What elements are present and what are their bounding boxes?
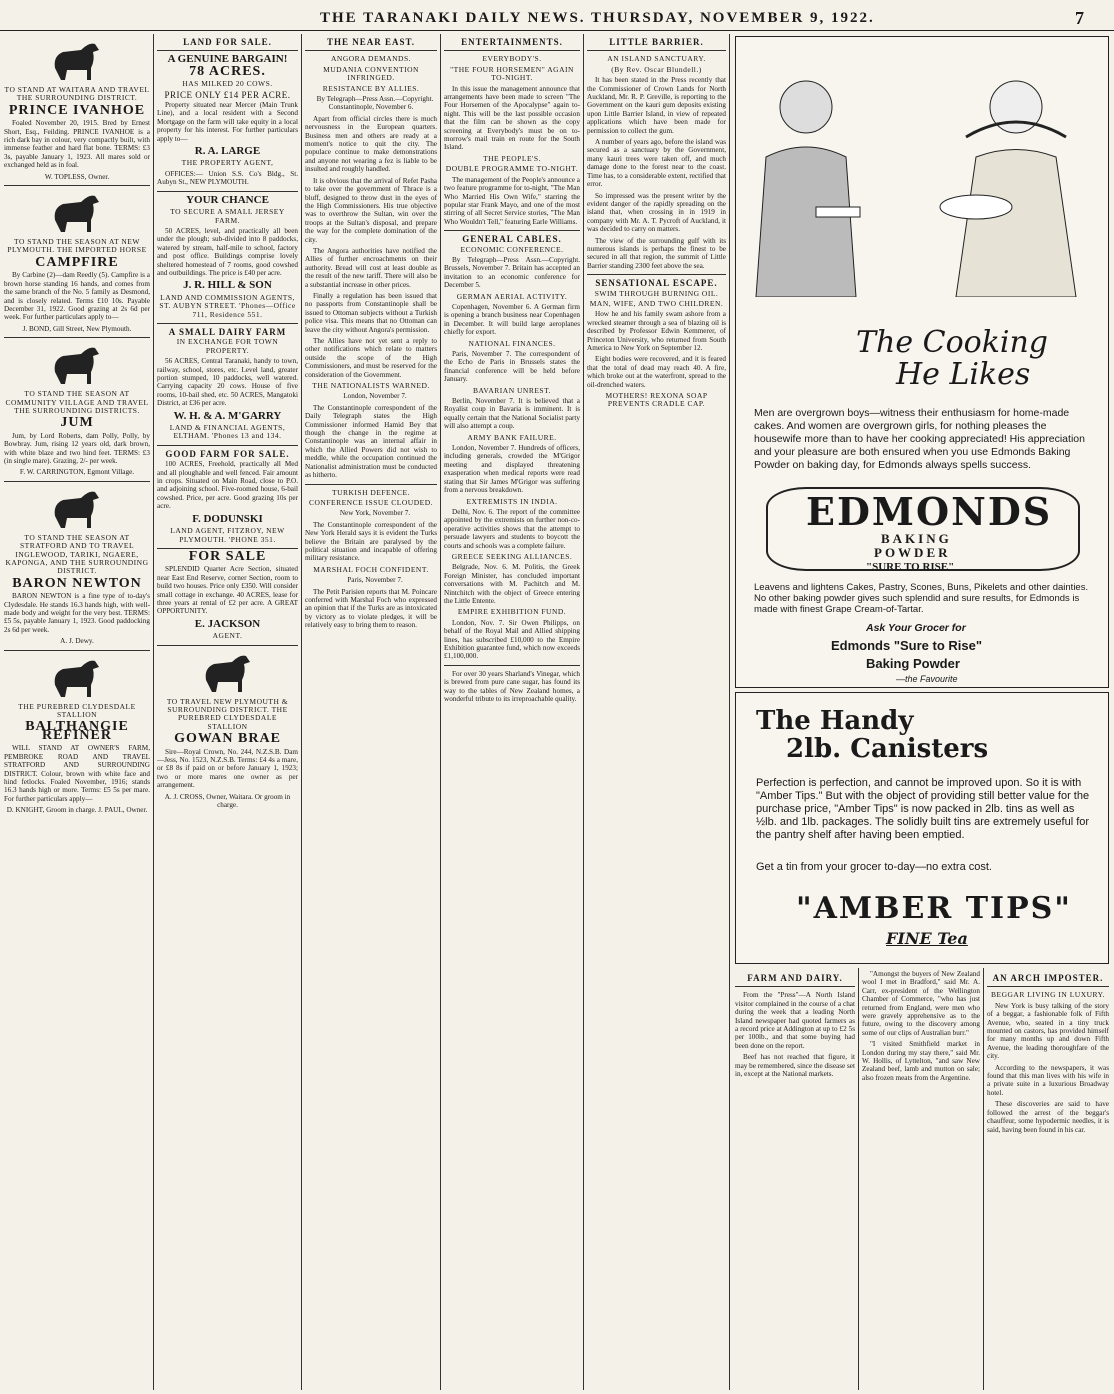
ad-subhead: TO SECURE A SMALL JERSEY FARM. (170, 207, 285, 225)
ad-ask: Ask Your Grocer for (866, 622, 966, 634)
divider (444, 230, 580, 231)
agent-subtitle: AGENT. (212, 631, 243, 641)
ad-headline: GOOD FARM FOR SALE. (165, 448, 290, 459)
article-subhead: GERMAN AERIAL ACTIVITY. (456, 291, 568, 301)
ad-heading: TO STAND THE SEASON AT STRATFORD AND TO TRAVEL INGLEWOOD, TARIKI, NGAERE, KAPONGA, AND THE SURROUNDING DISTRICT. (5, 532, 149, 576)
column-near-east (305, 34, 437, 1390)
ad-heading: TO TRAVEL NEW PLYMOUTH & SURROUNDING DISTRICT. THE PUREBRED CLYDESDALE STALLION (166, 696, 289, 731)
ad-body: By Carbine (2)—dam Reedly (5). Campfire is a brown horse standing 16 hands, and comes from the same branch of the No. 5 family as Desmond, and is closely related. Terms £10 10s. Payable December 31, 1922. Good grazing at 2s 6d per week. For further particulars apply to— (4, 271, 150, 322)
divider (157, 191, 298, 192)
article-paragraph: A number of years ago, before the island was secured as a sanctuary by the Government, many kauri trees were taken off, and much damage done to the forest near to the coast. Time has, to a considerable extent, rectified that error. (587, 138, 726, 189)
article-subhead: RESISTANCE BY ALLIES. (322, 83, 420, 93)
column-stallions (4, 34, 150, 1390)
section-heading: LAND FOR SALE. (183, 37, 272, 47)
ad-favourite: —the Favourite (896, 674, 958, 684)
divider (305, 50, 437, 51)
ad-headline: A SMALL DAIRY FARM (168, 326, 287, 337)
divider (157, 445, 298, 446)
column-land-for-sale (157, 34, 298, 1390)
article-subhead: ECONOMIC CONFERENCE. (460, 244, 564, 254)
dateline: New York, November 7. (339, 509, 411, 518)
divider (987, 986, 1109, 987)
article-paragraph: New York is busy talking of the story of a beggar, a fashionable folk of Fifth Avenue, who, seated in a tiny truck mounted on castors, has provided himself for many months up and down Fifth Avenue, the leading thoroughfare of the city. (987, 1001, 1109, 1061)
column-rule (301, 34, 302, 1390)
horse-illustration-icon (47, 38, 107, 82)
horse-illustration-icon (47, 342, 107, 386)
divider (735, 986, 855, 987)
stallion-name: CAMPFIRE (35, 254, 119, 270)
agent-name: W. H. & A. M'GARRY (173, 409, 282, 422)
column-rule (729, 34, 730, 1390)
agent-subtitle: THE PROPERTY AGENT, (181, 158, 274, 168)
article-paragraph: The Constantinople correspondent of the Daily Telegraph states the High Commissioner informed Hamid Bey that though the change in the regime at Constantinople was an internal affair in which the Allied Powers did not wish to meddle, while the occupation continued the Nationalist administration must be conducted as hitherto. (305, 403, 437, 480)
agent-subtitle: LAND AND COMMISSION AGENTS, ST. AUBYN STREET. 'Phones—Office 711, Residence 551. (159, 292, 296, 319)
agent-subtitle: LAND AGENT, FITZROY, NEW PLYMOUTH. 'PHONE 351. (170, 526, 285, 544)
article-headline: THE NEAR EAST. (326, 37, 416, 47)
stallion-name: PRINCE IVANHOE (8, 102, 146, 118)
article-paragraph: Copenhagen, November 6. A German firm is opening a branch business near Copenhagen in December. It will build large aeroplanes chiefly for export. (444, 302, 580, 337)
column-wool-market (862, 970, 980, 1390)
horse-illustration-icon (47, 190, 107, 234)
ad-title-line: The Cooking (856, 325, 1048, 360)
divider (157, 323, 298, 324)
article-subhead: MAN, WIFE, AND TWO CHILDREN. (589, 298, 724, 308)
stallion-name: BALTHANGIE REFINER (25, 719, 129, 743)
article-paragraph: Berlin, November 7. It is believed that a Royalist coup in Bavaria is imminent. It is equally certain that the National Socialist party will also attempt a coup. (444, 397, 580, 431)
ad-body: WILL STAND AT OWNER'S FARM, PEMBROKE ROAD AND TRAVEL STRATFORD AND SURROUNDING DISTRICT. Colour, brown with white face and hind fetlocks. Foaled November, 1916; stands 16.3 hands high or more. Terms: £5 5s per mare. For further particulars apply— (4, 744, 150, 803)
ad-heading: TO STAND AT WAITARA AND TRAVEL THE SURROUNDING DISTRICT. (4, 85, 150, 103)
ad-owner: W. TOPLESS, Owner. (44, 172, 110, 181)
divider (444, 665, 580, 666)
agent-name: R. A. LARGE (194, 145, 261, 158)
divider (157, 645, 298, 646)
article-paragraph: Paris, November 7. The correspondent of the Echo de Paris in Brussels states the financial conference will be held before January. (444, 350, 580, 384)
divider (305, 484, 437, 485)
ad-product: Edmonds "Sure to Rise" (831, 638, 983, 653)
article-paragraph: So impressed was the present writer by the evident danger of the rapidly spreading on the island that, when crossing in in 1919 in company with Mr. A. T. Pycroft of Auckland, it was decided to carry on matters. (587, 191, 726, 234)
article-subhead: NATIONAL FINANCES. (468, 338, 556, 348)
ad-body: 50 ACRES, level, and practically all been under the plough; sub-divided into 8 paddocks, watered by stream, half-mile to school, factory and post office. Buildings comprise lovely sheltered homestead of 7 rooms, good cowshed and outbuildings. The price is £40 per acre. (157, 226, 298, 277)
agent-subtitle: LAND & FINANCIAL AGENTS, ELTHAM. 'Phones 13 and 134. (169, 423, 286, 441)
ad-price: PRICE ONLY £14 PER ACRE. (164, 89, 291, 100)
byline: (By Rev. Oscar Blundell.) (611, 64, 702, 74)
agent-name: F. DODUNSKI (192, 512, 263, 525)
man-eating-illustration-icon (746, 67, 866, 297)
article-paragraph: In this issue the management announce that arrangements have been made to screen "The Four Horsemen of the Apocalypse" again to-night. This will be the last possible occasion that the film can be shown as the copy screening at Everybody's must be on to-morrow's mail train en route for the South Island. (444, 84, 580, 152)
article-subhead: THE PEOPLE'S. (483, 153, 541, 163)
article-paragraph: The Petit Parisien reports that M. Poincare conferred with Marshal Foch who expressed an opinion that if the Turks are as intoxicated by victory as to violate pledges, it will be relatively easy to bring them to reason. (305, 587, 437, 630)
ad-body: Perfection is perfection, and cannot be improved upon. So it is with "Amber Tips." But with the object of providing still better value for the purchase price, "Amber Tips" is now packed in 2lb. tins as well as ½lb. and 1lb. packages. The solidly built tins are extremely useful for the pantry shelf after having been emptied. (756, 777, 1090, 841)
divider (4, 185, 150, 186)
article-paragraph: These discoveries are said to have followed the arrest of the beggar's chauffeur, some hypodermic needles, it is said, having been found in his car. (987, 1100, 1109, 1134)
article-paragraph: London, November 7. Hundreds of officers, including generals, crowded the M'Grigor meeting and displayed threatening exasperation when medical reports were read stating that Sir James M'Grigor was suffering from a nervous breakdown. (444, 444, 580, 495)
divider (4, 337, 150, 338)
brand-name: "AMBER TIPS" (796, 891, 1072, 926)
ad-owner: F. W. CARRINGTON, Egmont Village. (19, 468, 135, 477)
article-paragraph: Beef has not reached that figure, it may be remembered, since the disease set in, except at the National markets. (735, 1053, 855, 1079)
ad-heading: THE PUREBRED CLYDESDALE STALLION (18, 701, 136, 720)
article-subhead: AN ISLAND SANCTUARY. (607, 54, 706, 64)
article-subhead: CONFERENCE ISSUE CLOUDED. (309, 497, 433, 507)
slogan: "SURE TO RISE" (866, 561, 955, 573)
column-rule (583, 34, 584, 1390)
stallion-name: GOWAN BRAE (174, 731, 281, 747)
article-headline: LITTLE BARRIER. (609, 37, 704, 47)
ad-body: BARON NEWTON is a fine type of to-day's Clydesdale. He stands 16.3 hands high, with well-made body and weight for the very best. TERMS: £5 5s, payable January 1, 1923. Good paddocking 2s 6d per week. (4, 592, 150, 634)
advert-edmonds (735, 36, 1109, 688)
ad-owner: A. J. Dewy. (60, 637, 94, 646)
article-paragraph: Finally a regulation has been issued that no passports from Constantinople shall be issued to Ottoman subjects without a Turkish police visa. This means that no Ottoman can leave the city without Angora's permission. (305, 291, 437, 334)
article-paragraph: It has been stated in the Press recently that the Commissioner of Crown Lands for North Auckland, Mr. R. P. Greville, is reporting to the Government on the kauri gum deposits existing upon Little Barrier Island, in view of repeated applications which have been made for permission to collect the gum. (587, 76, 726, 135)
article-headline: GENERAL CABLES. (462, 234, 562, 245)
article-headline: FARM AND DAIRY. (747, 973, 843, 983)
masthead (0, 0, 1114, 31)
ad-title-line: 2lb. Canisters (786, 734, 989, 764)
horse-illustration-icon (47, 655, 107, 699)
article-paragraph: For over 30 years Sharland's Vinegar, which is brewed from pure cane sugar, has found its way to the tables of New Zealand homes, a wonderful tribute to its irreproachable quality. (444, 669, 580, 704)
article-subhead: SWIM THROUGH BURNING OIL. (594, 288, 719, 298)
divider (157, 50, 298, 51)
ad-tagline: Leavens and lightens Cakes, Pastry, Scones, Buns, Pikelets and other dainties. No other baking powder gives such splendid and sure results, for Edmonds is made with finest Grape Cream-of-Tartar. (754, 582, 1089, 615)
ad-owner: A. J. CROSS, Owner, Waitara. Or groom in charge. (164, 792, 291, 810)
ad-title (756, 707, 988, 763)
divider (587, 50, 726, 51)
dateline: By Telegraph—Press Assn.—Copyright. Constantinople, November 6. (316, 95, 434, 112)
ad-body: Foaled November 20, 1915. Bred by Ernest Short, Esq., Feilding. PRINCE IVANHOE is a rich dark bay in colour, very compactly built, with immense feather and hard flat bone. TERMS: £3 3s, payable January 1, 1923. All mares sold or exchanged held as in foal. (4, 119, 150, 170)
ad-owner: D. KNIGHT, Groom in charge. J. PAUL, Owner. (6, 806, 148, 815)
horse-illustration-icon (198, 650, 258, 694)
ad-subhead: IN EXCHANGE FOR TOWN PROPERTY. (176, 337, 279, 355)
article-headline: ENTERTAINMENTS. (461, 37, 563, 47)
article-subhead: THE NATIONALISTS WARNED. (312, 381, 430, 391)
article-paragraph: According to the newspapers, it was found that this man lives with his wife in a private suite in a luxurious Broadway hotel. (987, 1063, 1109, 1097)
stallion-name: BARON NEWTON (12, 575, 142, 591)
article-subhead: DOUBLE PROGRAMME TO-NIGHT. (445, 164, 579, 174)
article-subhead: MARSHAL FOCH CONFIDENT. (313, 564, 429, 574)
column-rule (983, 968, 984, 1390)
ad-heading: TO STAND THE SEASON AT COMMUNITY VILLAGE AND TRAVEL THE SURROUNDING DISTRICTS. (5, 389, 149, 415)
article-paragraph: Apart from official circles there is much nervousness in the European quarters. Business men and others are ready at a moment's notice to quit the city. The populace continue to make demonstrations and anyone not wearing a fez is liable to be insulted and roughly handled. (305, 114, 437, 174)
ad-body: 100 ACRES, Freehold, practically all Med and all ploughable and well fenced. Fair amount in crops. Situated on Main Road, close to P.O. and adjoining school. Five-roomed house, 6-bail cowshed. Price, per acre. Good grazing 10s per acre. (157, 460, 298, 511)
brand-sub: POWDER (874, 545, 951, 560)
ad-headline: YOUR CHANCE (186, 193, 269, 206)
ad-product: Baking Powder (866, 656, 960, 671)
article-paragraph: How he and his family swam ashore from a wrecked steamer through a sea of blazing oil is described by Professor Edwin Kemmerer, of Princeton University, who returned from South America to New York on September 12. (587, 310, 726, 352)
article-subhead: GREECE SEEKING ALLIANCES. (451, 551, 573, 561)
article-paragraph: The Allies have not yet sent a reply to other notifications which relate to matters outside the scope of the High Commissioners, and must be reserved for the consideration of the Government. (305, 337, 437, 379)
article-paragraph: The Constantinople correspondent of the New York Herald says it is evident the Turks believe the Britain are paralysed by the political situation and incapable of offering military resistance. (305, 520, 437, 563)
ad-headline: A GENUINE BARGAIN! (167, 53, 288, 66)
ad-headline: FOR SALE (188, 548, 267, 564)
ad-title-line: The Handy (756, 706, 914, 736)
article-subhead: TURKISH DEFENCE. (331, 487, 410, 497)
advert-footer: MOTHERS! REXONA SOAP PREVENTS CRADLE CAP. (605, 391, 708, 409)
divider (444, 50, 580, 51)
article-subhead: BEGGAR LIVING IN LUXURY. (991, 990, 1105, 1000)
column-entertainments (444, 34, 580, 1390)
article-paragraph: "Amongst the buyers of New Zealand wool I met in Bradford," said Mr. A. Carr, ex-president of the Wellington Chamber of Commerce, "who has just returned from England, were men who were gravely apprehensive as to the future, owing to the discovery among some of our clips of Australian burr." (862, 970, 980, 1037)
column-rule (858, 968, 859, 1390)
article-paragraph: London, Nov. 7. Sir Owen Philipps, on behalf of the Royal Mail and Allied shipping lines, has subscribed £10,000 to the Empire Exhibition guarantee fund, which now exceeds £1,100,000. (444, 618, 580, 661)
divider (587, 274, 726, 275)
brand-sub: BAKING (881, 531, 952, 546)
page-number: 7 (1075, 8, 1084, 28)
article-paragraph: The Angora authorities have notified the Allies of further encroachments on their authority. Bread will cost at least double as the result of the new tariff. There will also be a substantial increase in other prices. (305, 246, 437, 289)
column-arch-imposter (987, 970, 1109, 1390)
dateline: London, November 7. (343, 392, 407, 401)
ad-owner: J. BOND, Gill Street, New Plymouth. (22, 324, 132, 333)
masthead-title: THE TARANAKI DAILY NEWS. THURSDAY, NOVEMBER 9, 1922. (320, 10, 875, 26)
ad-heading: TO STAND THE SEASON AT NEW PLYMOUTH. THE IMPORTED HORSE (7, 237, 147, 255)
stallion-name: JUM (60, 415, 94, 431)
ad-body: 56 ACRES, Central Taranaki, handy to town, railway, school, stores, etc. Level land, greater portion stumped, 10 paddocks, well watered. Carrying capacity 20 cows. House of five rooms, 10-bail shed, etc. 50 ACRES, Mangatoki District, at £36 per acre. (157, 357, 298, 408)
article-subhead: EXTREMISTS IN INDIA. (466, 496, 558, 506)
column-farm-dairy (735, 970, 855, 1390)
horse-illustration-icon (47, 486, 107, 530)
article-subhead: ANGORA DEMANDS. (330, 54, 411, 64)
column-little-barrier (587, 34, 726, 1390)
ad-body: Men are overgrown boys—witness their enthusiasm for home-made cakes. And women are overgrown girls, for nothing pleases the housewife more than to have her cooking appreciated! His appreciation and your pleasure are both ensured when you use Edmonds Baking Powder on baking day, for Edmonds always spells success. (754, 407, 1085, 471)
article-subhead: ARMY BANK FAILURE. (467, 432, 557, 442)
agent-name: E. JACKSON (194, 617, 261, 630)
article-paragraph: Belgrade, Nov. 6. M. Politis, the Greek Foreign Minister, has concluded important conversations with M. Pachitch and M. Nintchitch with the object of Greece entering the Little Entente. (444, 563, 580, 605)
column-rule (440, 34, 441, 1390)
ad-acres: 78 ACRES. (189, 63, 266, 79)
divider (4, 481, 150, 482)
woman-serving-illustration-icon (936, 67, 1096, 297)
article-paragraph: It is obvious that the arrival of Refet Pasha to take over the government of Thrace is a bluff, designed to throw dust in the eyes of the High Commissioners. His true objective was to overthrow the Sultan, win over the troops at the Sultan's disposal, and prepare the way for the complete domination of the city. (305, 176, 437, 244)
ad-body: SPLENDID Quarter Acre Section, situated near East End Reserve, corner Section, room to build two houses. Price only £350. Will consider small cottage in exchange. 40 ACRES, lease for three years at rental of £2 per acre. A GREAT OPPORTUNITY. (157, 565, 298, 616)
article-subhead: MUDANIA CONVENTION INFRINGED. (323, 64, 419, 83)
divider (4, 650, 150, 651)
advert-amber-tips (735, 692, 1109, 964)
article-headline: AN ARCH IMPOSTER. (992, 973, 1104, 983)
article-paragraph: By Telegraph—Press Assn.—Copyright. Brussels, November 7. Britain has accepted an invitation to an economic conference for December 5. (444, 255, 580, 290)
agent-address: OFFICES:— Union S.S. Co's Bldg., St. Aubyn St., NEW PLYMOUTH. (157, 169, 298, 187)
article-paragraph: Eight bodies were recovered, and it is feared that the total of dead may reach 40. A fire, which broke out at the waterfront, spread to the oil-drenched waters. (587, 355, 726, 389)
article-paragraph: "I visited Smithfield market in London during my stay there," said Mr. W. Hollis, of Lyttelton, "and saw New Zealand beef, lamb and mutton on sale; also frozen meats from the Argentine. (862, 1040, 980, 1082)
article-paragraph: The view of the surrounding gulf with its numerous islands is perhaps the finest to be secured in all that region, the summit of Little Barrier standing 2300 feet above the sea. (587, 236, 726, 270)
article-subhead: BAVARIAN UNREST. (472, 385, 551, 395)
article-headline: SENSATIONAL ESCAPE. (595, 278, 718, 289)
article-subhead: EVERYBODY'S. (482, 54, 542, 64)
article-paragraph: The management of the People's announce a two feature programme for to-night, "The Man Who Married His Own Wife," starring the popular star Frank Mayo, and one of the most stirring of all Secret Service stories, "The Man Who Wouldn't Tell," featuring Earle Williams. (444, 175, 580, 226)
article-paragraph: Delhi, Nov. 6. The report of the committee appointed by the extremists on further non-co-operative activities shows that the attempt to persuade lawyers and students to boycott the courts and schools was a complete failure. (444, 507, 580, 550)
article-subhead: "THE FOUR HORSEMEN" AGAIN TO-NIGHT. (450, 64, 574, 83)
ad-body: Sire—Royal Crown, No. 244, N.Z.S.B. Dam—Jess, No. 1523, N.Z.S.B. Terms: £4 4s a mare, or £8 8s if paid on or before January 1, 1923; two or more mares one owner as per arrangement. (157, 747, 298, 790)
ad-cta: Get a tin from your grocer to-day—no extra cost. (756, 861, 992, 873)
ad-detail: HAS MILKED 20 COWS. (182, 79, 273, 89)
article-paragraph: From the "Press"—A North Island visitor complained in the course of a chat during the week that a leading North Island newspaper had quoted farmers as a record price at Addington at up to £2 5s per 100lb., and that some buying had been done on the report. (735, 991, 855, 1050)
article-subhead: EMPIRE EXHIBITION FUND. (457, 607, 567, 617)
agent-name: J. R. HILL & SON (183, 279, 272, 292)
ad-body: Jum, by Lord Roberts, dam Polly, Polly, by Bowbray. Jum, rising 12 years old, dark brown, with white blaze and two hind feet. TERMS: £3 (in single mare). Grazing, 2/- per week. (4, 431, 150, 465)
dateline: Paris, November 7. (347, 576, 403, 585)
ad-body: Property situated near Mercer (Main Trunk Line), and a local resident with a Second Mortgage on the farm will take equity in a local property for his interest. For further particulars apply to— (157, 101, 298, 143)
brand-sub: FINE Tea (886, 929, 968, 948)
brand-name: EDMONDS (806, 489, 1053, 534)
column-rule (153, 34, 154, 1390)
ad-title (856, 327, 1048, 391)
ad-title-line: He Likes (896, 357, 1031, 392)
